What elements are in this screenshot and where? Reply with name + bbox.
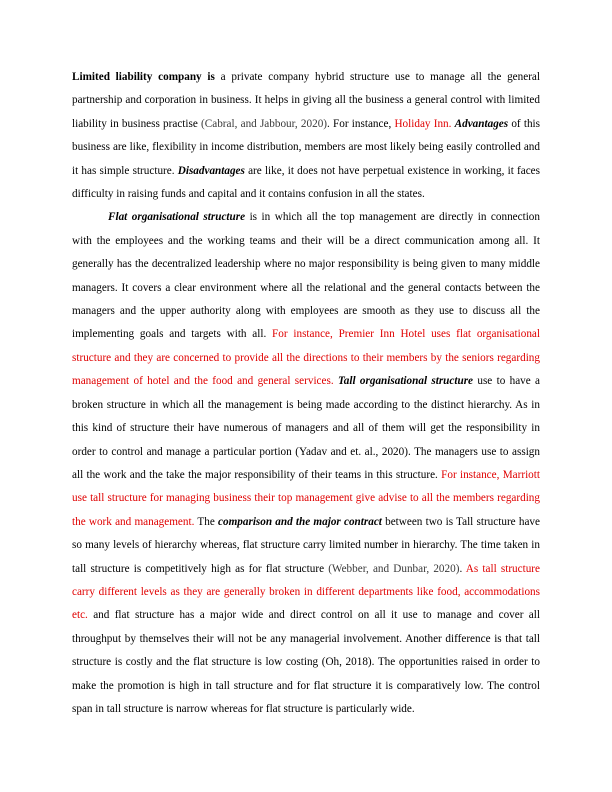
example-highlight: For instance, Marriott use tall structure for managing business their top management give advise to all the members regarding the work and management. bbox=[72, 468, 540, 528]
disadvantages-label: Disadvantages bbox=[177, 164, 245, 177]
text-segment: between two is Tall structure have so many levels of hierarchy whereas, flat structure carry limited number in hierarchy. The time taken in tall structure is competitively high as for flat structure bbox=[72, 515, 540, 575]
advantages-text: of this business are like, flexibility in income distribution, members are most likely being easily controlled and it has simple structure. bbox=[72, 117, 541, 177]
citation: (Cabral, and Jabbour, 2020) bbox=[201, 117, 328, 130]
flat-structure-label: Flat organisational structure bbox=[108, 211, 246, 224]
text-segment: . bbox=[459, 562, 466, 575]
paragraph-limited-liability bbox=[72, 66, 540, 206]
citation: (Oh, 2018) bbox=[321, 656, 372, 669]
term-limited-liability-company: Limited liability company i bbox=[72, 71, 211, 83]
text-segment: and flat structure has a major wide and direct control on all it use to manage and cover all throughput by themselves their will not be any managerial involvement. Another difference is that tall structure is costly and the flat structure is low costing bbox=[72, 609, 540, 669]
citation: (Webber, and Dunbar, 2020) bbox=[328, 562, 460, 575]
comparison-label: comparison and the major contract bbox=[218, 515, 382, 528]
text-segment: use to have a broken structure in which all the management is being made according to the distinct hierarchy. As in this kind of structure their have numerous of managers and all of them will get the responsibility in order to control and manage a particular portion (Yadav and et. al., 2020). The managers use to assign all the work and the take the major responsibility of their teams in this structure. bbox=[72, 375, 541, 481]
text-segment: The bbox=[197, 515, 219, 528]
term-suffix: s bbox=[210, 71, 215, 83]
example-highlight: Holiday Inn. bbox=[394, 117, 452, 130]
document-body bbox=[72, 66, 540, 721]
disadvantages-text: are like, it does not have perpetual existence in working, it faces difficulty in raising funds and capital and it contains confusion in all the states. bbox=[72, 164, 540, 201]
tall-structure-label: Tall organisational structure bbox=[337, 375, 474, 388]
example-highlight: As tall structure carry different levels as they are generally broken in different departments like food, accommodations etc. bbox=[72, 562, 540, 622]
text-segment: . For instance, bbox=[327, 117, 395, 130]
paragraph-structures bbox=[72, 206, 540, 721]
example-highlight: For instance, Premier Inn Hotel uses flat organisational structure and they are concerned to provide all the directions to their members by the seniors regarding management of hotel and the food and general services. bbox=[72, 328, 540, 388]
text-segment: . The opportunities raised in order to make the promotion is high in tall structure and for flat structure it is comparatively low. The control span in tall structure is narrow whereas for flat structure is particularly wide. bbox=[72, 656, 541, 715]
text-segment: a private company hybrid structure use to manage all the general partnership and corporation in business. It helps in giving all the business a general control with limited liability in business practise bbox=[72, 71, 540, 130]
text-segment: is in which all the top management are directly in connection with the employees and the working teams and their will be a direct communication among all. It generally has the decentralized leadership where no major responsibility is being given to many middle managers. It covers a clear environment where all the relational and the general contacts between the managers and the upper authority along with employees are smooth as they use to discuss all the implementing goals and targets with all. bbox=[72, 211, 540, 341]
advantages-label: Advantages bbox=[454, 117, 509, 130]
